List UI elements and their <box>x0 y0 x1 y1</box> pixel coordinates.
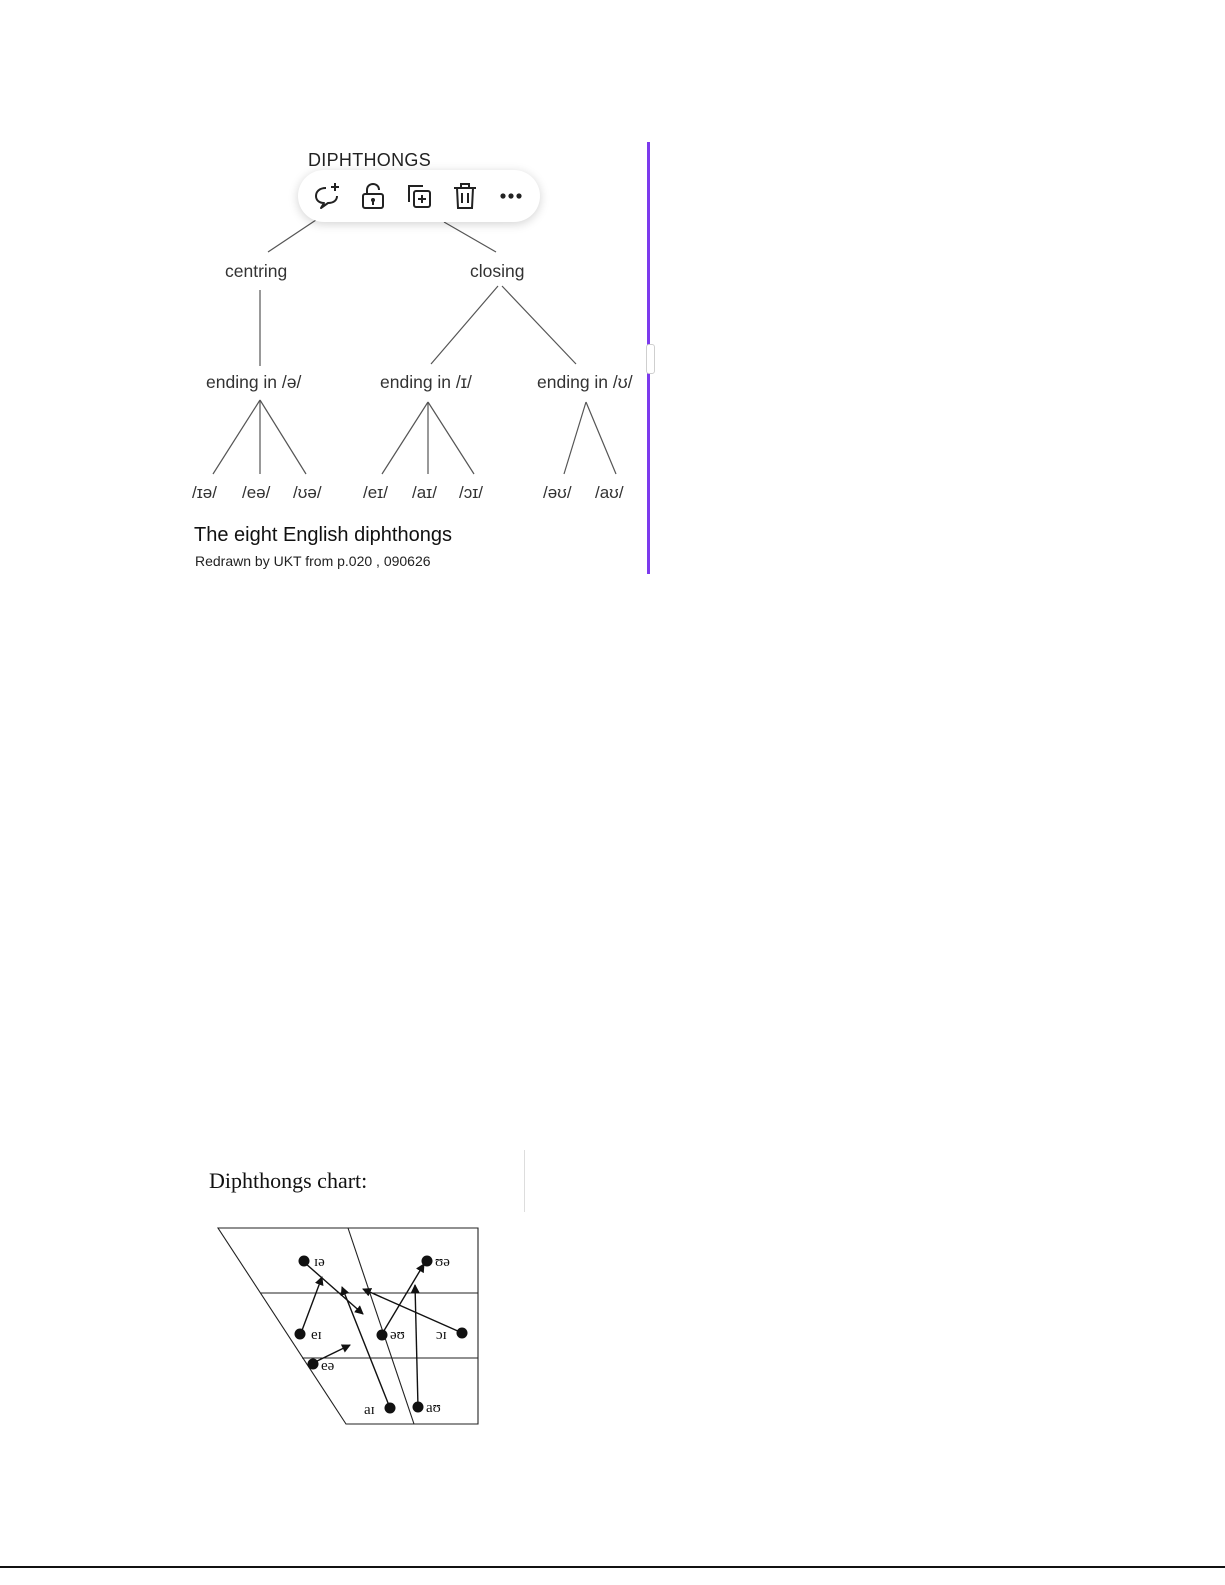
vowel-point <box>299 1256 310 1267</box>
diphthong-arrow <box>382 1264 424 1334</box>
vowel-label: ɪə <box>314 1254 325 1270</box>
tree-sub-ending-schwa: ending in /ə/ <box>206 372 302 392</box>
divider <box>524 1150 525 1212</box>
duplicate-icon <box>404 181 434 211</box>
tree-sub-ending-i: ending in /ɪ/ <box>380 372 472 392</box>
edge-sub2-leaf3 <box>428 402 474 474</box>
vowel-point <box>295 1329 306 1340</box>
vowel-point <box>385 1403 396 1414</box>
diphthong-vowel-chart <box>205 1215 495 1435</box>
vowel-point <box>422 1256 433 1267</box>
vowel-label: eɪ <box>311 1327 322 1343</box>
delete-button[interactable] <box>447 178 483 214</box>
tree-leaf: /ʊə/ <box>293 483 322 502</box>
edge-closing-sub1 <box>431 286 498 364</box>
diphthong-arrow <box>415 1285 418 1407</box>
element-toolbar <box>298 170 540 222</box>
tree-leaf: /aɪ/ <box>412 483 437 502</box>
vowel-label: aɪ <box>364 1402 375 1418</box>
diphthong-arrow <box>342 1287 390 1408</box>
lock-icon <box>358 181 388 211</box>
edge-root-closing <box>444 222 496 252</box>
duplicate-button[interactable] <box>401 178 437 214</box>
diphthong-arrow <box>301 1277 322 1333</box>
edge-closing-sub2 <box>502 286 576 364</box>
tree-root-label: DIPHTHONGS <box>308 150 432 170</box>
edge-sub3-leaf1 <box>564 402 586 474</box>
more-options-button[interactable] <box>493 178 529 214</box>
tree-group-closing: closing <box>470 261 525 281</box>
tree-leaf: /eɪ/ <box>363 483 388 502</box>
tree-group-centring: centring <box>225 261 288 281</box>
vowel-label: ʊə <box>435 1254 450 1270</box>
vowel-label: əʊ <box>390 1327 405 1343</box>
add-comment-icon <box>312 181 342 211</box>
tree-leaf: /əʊ/ <box>543 483 572 502</box>
diphthong-arrow <box>363 1289 460 1332</box>
vowel-label: aʊ <box>426 1400 441 1416</box>
edge-sub1-leaf1 <box>213 400 260 474</box>
edge-sub3-leaf2 <box>586 402 616 474</box>
tree-leaf: /ɔɪ/ <box>459 483 483 502</box>
lock-button[interactable] <box>355 178 391 214</box>
diphthong-arrow <box>305 1263 363 1314</box>
edge-sub2-leaf1 <box>382 402 428 474</box>
page-bottom-rule <box>0 1566 1225 1568</box>
add-comment-button[interactable] <box>309 178 345 214</box>
trash-icon <box>450 181 480 211</box>
resize-handle[interactable] <box>646 344 655 374</box>
vowel-label: eə <box>321 1358 335 1374</box>
vowel-point <box>308 1359 319 1370</box>
vowel-point <box>413 1402 424 1413</box>
vowel-point <box>457 1328 468 1339</box>
tree-leaf: /aʊ/ <box>595 483 624 502</box>
tree-sub-ending-u: ending in /ʊ/ <box>537 372 633 392</box>
more-icon <box>496 181 526 211</box>
tree-credit: Redrawn by UKT from p.020 , 090626 <box>195 553 431 569</box>
tree-caption: The eight English diphthongs <box>194 524 452 546</box>
edge-sub1-leaf3 <box>260 400 306 474</box>
tree-leaf: /ɪə/ <box>192 483 217 502</box>
vowel-point <box>377 1330 388 1341</box>
vowel-chart-title: Diphthongs chart: <box>209 1168 368 1193</box>
vowel-label: ɔɪ <box>436 1327 447 1343</box>
tree-leaf: /eə/ <box>242 483 271 502</box>
edge-root-centring <box>268 220 316 252</box>
